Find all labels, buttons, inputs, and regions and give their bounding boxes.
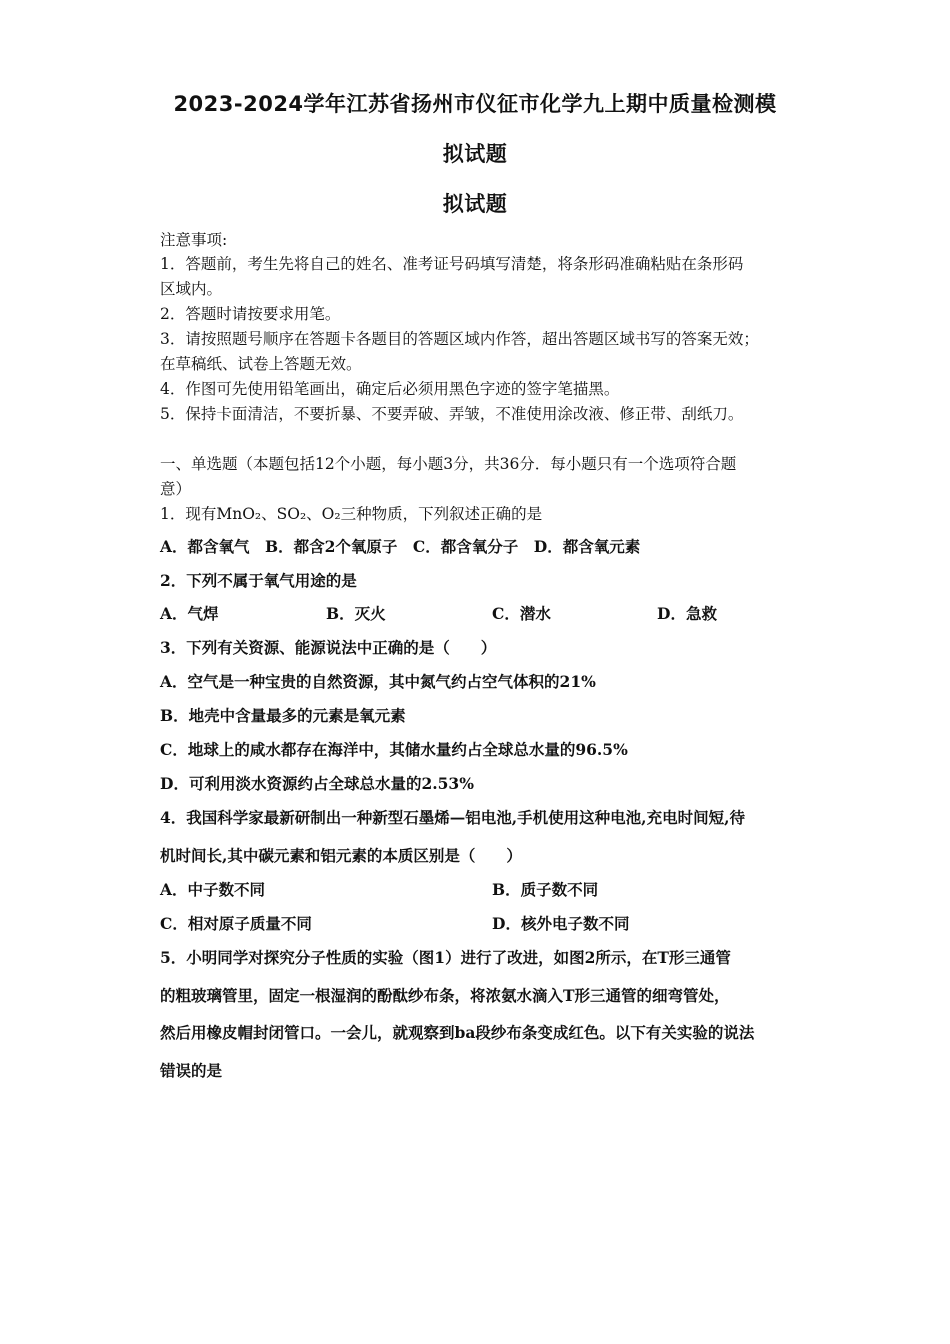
question-4-option-d: D．核外电子数不同 bbox=[492, 914, 630, 933]
notice-item: 1．答题前，考生先将自己的姓名、准考证号码填写清楚，将条形码准确粘贴在条形码 bbox=[160, 255, 744, 273]
question-3-stem: 3．下列有关资源、能源说法中正确的是（ ） bbox=[160, 638, 497, 657]
exam-title-line3: 拟试题 bbox=[442, 192, 508, 216]
exam-title-line1: 2023-2024学年江苏省扬州市仪征市化学九上期中质量检测模 bbox=[173, 92, 777, 116]
question-4-stem-cont: 机时间长,其中碳元素和铝元素的本质区别是（ ） bbox=[160, 846, 522, 865]
notice-item: 在草稿纸、试卷上答题无效。 bbox=[160, 355, 362, 373]
question-4-option-b: B．质子数不同 bbox=[492, 880, 599, 899]
question-2-option-d: D．急救 bbox=[657, 604, 717, 623]
question-3-option-c: C．地球上的咸水都存在海洋中，其储水量约占全球总水量的96.5% bbox=[160, 740, 628, 759]
question-3-option-d: D．可利用淡水资源约占全球总水量的2.53% bbox=[160, 774, 474, 793]
notice-heading: 注意事项: bbox=[160, 231, 228, 249]
question-4-option-c: C．相对原子质量不同 bbox=[160, 914, 312, 933]
notice-item: 2．答题时请按要求用笔。 bbox=[160, 305, 341, 323]
question-5-stem-cont: 错误的是 bbox=[160, 1061, 223, 1080]
question-5-stem-cont: 的粗玻璃管里，固定一根湿润的酚酞纱布条，将浓氨水滴入T形三通管的细弯管处， bbox=[160, 986, 730, 1005]
notice-item: 4．作图可先使用铅笔画出，确定后必须用黑色字迹的签字笔描黑。 bbox=[160, 380, 620, 398]
notice-item: 区域内。 bbox=[160, 280, 223, 298]
question-2-option-c: C．潜水 bbox=[492, 604, 551, 623]
section-heading-cont: 意） bbox=[160, 480, 192, 498]
notice-item: 3．请按照题号顺序在答题卡各题目的答题区域内作答，超出答题区域书写的答案无效； bbox=[160, 330, 759, 348]
exam-title-line2: 拟试题 bbox=[442, 142, 508, 166]
question-3-option-a: A．空气是一种宝贵的自然资源，其中氮气约占空气体积的21% bbox=[160, 672, 596, 691]
question-4-stem: 4．我国科学家最新研制出一种新型石墨烯—铝电池,手机使用这种电池,充电时间短,待 bbox=[160, 808, 745, 827]
question-3-option-b: B．地壳中含量最多的元素是氧元素 bbox=[160, 706, 406, 725]
question-1-stem: 1．现有MnO₂、SO₂、O₂三种物质，下列叙述正确的是 bbox=[160, 505, 543, 523]
section-heading: 一、单选题（本题包括12个小题，每小题3分，共36分．每小题只有一个选项符合题 bbox=[160, 455, 737, 473]
notice-item: 5．保持卡面清洁，不要折暴、不要弄破、弄皱，不准使用涂改液、修正带、刮纸刀。 bbox=[160, 405, 744, 423]
question-5-stem-cont: 然后用橡皮帽封闭管口。一会儿，就观察到ba段纱布条变成红色。以下有关实验的说法 bbox=[160, 1023, 755, 1042]
question-1-options: A．都含氧气 B．都含2个氧原子 C．都含氧分子 D．都含氧元素 bbox=[160, 537, 641, 556]
question-4-option-a: A．中子数不同 bbox=[160, 880, 266, 899]
question-2-option-a: A．气焊 bbox=[160, 604, 219, 623]
question-2-option-b: B．灭火 bbox=[326, 604, 386, 623]
question-2-stem: 2．下列不属于氧气用途的是 bbox=[160, 571, 357, 590]
question-5-stem: 5．小明同学对探究分子性质的实验（图1）进行了改进，如图2所示，在T形三通管 bbox=[160, 948, 731, 967]
